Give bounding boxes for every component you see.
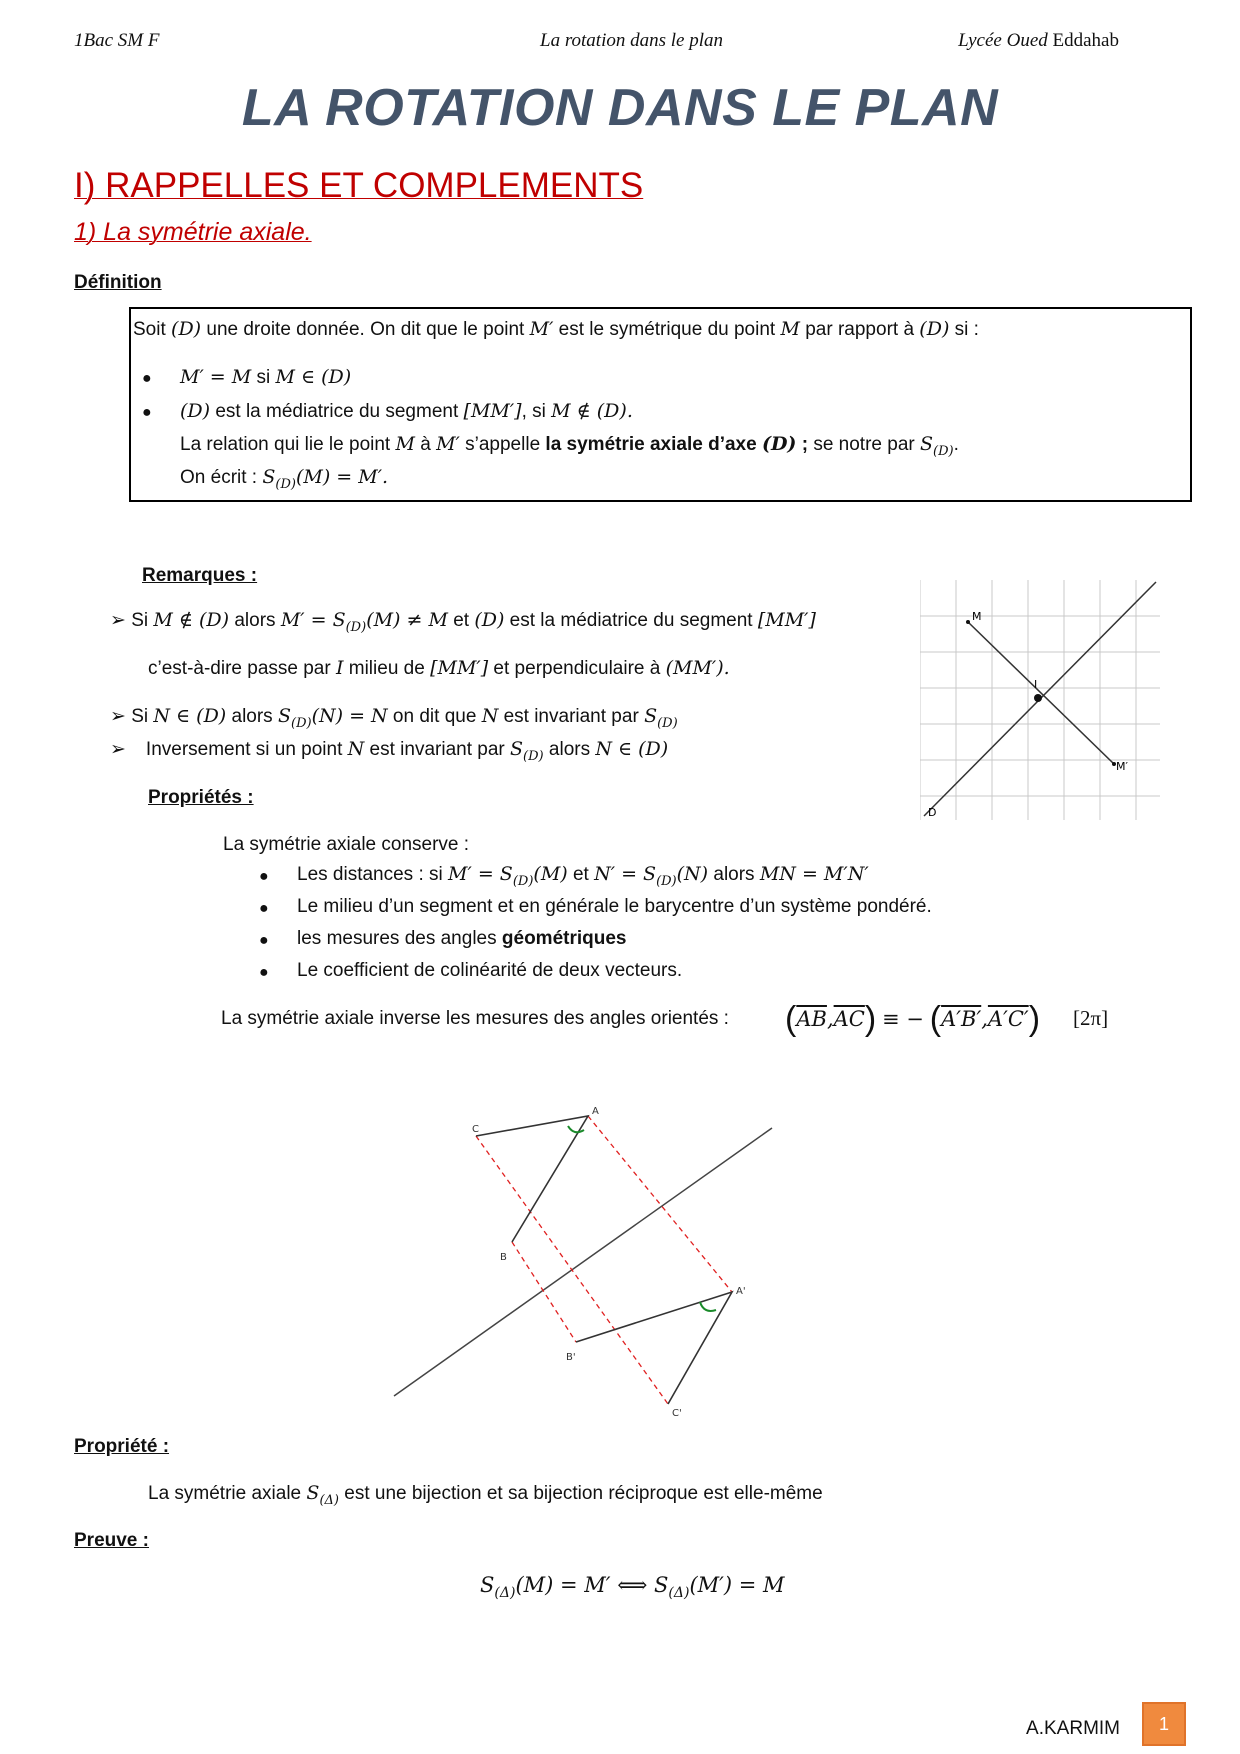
definition-relation: La relation qui lie le point M à M′ s’appelle la symétrie axiale d’axe (D) ; se notre par $S_{(D)}$. <box>180 433 959 459</box>
propriete-text: La symétrie axiale $S_{(\Delta)}$ est une bijection et sa bijection réciproque est elle-même <box>148 1482 823 1508</box>
remarque-2: ➢ Si N ∈ (D) alors $S_{(D)}(N) = N$ on dit que N est invariant par $S_{(D)}$ <box>110 705 678 731</box>
triangle-reflection-figure <box>380 1090 790 1420</box>
triangle-abc-prime <box>576 1292 732 1404</box>
triangle-abc <box>476 1116 588 1242</box>
symmetry-figure <box>920 580 1160 820</box>
label-b: B <box>500 1252 507 1263</box>
arrow-bullet-icon: ➢ <box>110 706 132 727</box>
propriete-item-1: Les distances : si $M' = S_{(D)}(M)$ et $N' = S_{(D)}(N)$ alors MN = M′N′ <box>297 863 869 889</box>
definition-label: Définition <box>74 272 162 293</box>
bullet-icon: ● <box>142 404 152 421</box>
remarque-1: ➢ Si M ∉ (D) alors $M' = S_{(D)}(M) \ne M$ et (D) est la médiatrice du segment [MM′] <box>110 609 816 635</box>
section-heading: I) RAPPELLES ET COMPLEMENTS <box>74 166 644 205</box>
bullet-icon: ● <box>259 868 269 885</box>
label-m-prime: M′ <box>1116 760 1128 773</box>
header-left: 1Bac SM F <box>74 30 160 51</box>
angle-arrow-icon <box>700 1302 716 1311</box>
proprietes-label: Propriétés : <box>148 787 254 808</box>
oriented-angles-formula: $(\overline{AB},\overline{AC})$ ≡ − (A′B′,A′C′) <box>785 1000 1041 1038</box>
bullet-icon: ● <box>259 932 269 949</box>
author-name: A.KARMIM <box>1026 1718 1120 1739</box>
remarque-1-continued: c’est-à-dire passe par I milieu de [MM′] et perpendiculaire à (MM′). <box>148 657 730 679</box>
label-c: C <box>472 1124 479 1135</box>
midpoint-i <box>1034 694 1042 702</box>
preuve-label: Preuve : <box>74 1530 149 1551</box>
proprietes-intro: La symétrie axiale conserve : <box>223 834 470 855</box>
bullet-icon: ● <box>259 964 269 981</box>
page-number: 1 <box>1142 1702 1186 1746</box>
propriete-label: Propriété : <box>74 1436 170 1457</box>
bullet-icon: ● <box>259 900 269 917</box>
label-d: D <box>928 806 937 819</box>
bullet-icon: ● <box>142 370 152 387</box>
label-i: I <box>1034 678 1038 691</box>
segment-mm <box>968 622 1114 764</box>
label-a: A <box>592 1106 599 1117</box>
propriete-item-4: Le coefficient de colinéarité de deux vecteurs. <box>297 960 683 981</box>
header-right: Lycée Oued Eddahab <box>958 30 1119 51</box>
arrow-bullet-icon: ➢ <box>110 739 126 760</box>
modulo-2pi: [2π] <box>1073 1006 1109 1030</box>
definition-intro: Soit (D) une droite donnée. On dit que le point M′ est le symétrique du point M par rapport à (D) si : <box>133 318 979 340</box>
definition-ecrit: On écrit : $S_{(D)}(M) = M'$. <box>180 466 389 492</box>
preuve-equation: $S_{(\Delta)}(M) = M'$ ⟺ $S_{(\Delta)}(M') = M$ <box>480 1573 785 1602</box>
oriented-angles-text: La symétrie axiale inverse les mesures des angles orientés : <box>221 1008 729 1029</box>
page-title: LA ROTATION DANS LE PLAN <box>241 79 999 137</box>
arrow-bullet-icon: ➢ <box>110 610 132 631</box>
remarque-3: ➢ Inversement si un point N est invariant par $S_{(D)}$ alors N ∈ (D) <box>110 738 669 764</box>
definition-bullet-2: (D) est la médiatrice du segment [MM′], si M ∉ (D). <box>180 400 633 422</box>
propriete-item-2: Le milieu d’un segment et en générale le barycentre d’un système pondéré. <box>297 896 932 917</box>
label-m: M <box>972 610 982 623</box>
subsection-heading: 1) La symétrie axiale. <box>74 218 312 246</box>
propriete-item-3: les mesures des angles géométriques <box>297 928 627 949</box>
header-center: La rotation dans le plan <box>540 30 723 51</box>
axis-line <box>394 1128 772 1396</box>
label-a-prime: A' <box>736 1286 746 1297</box>
label-b-prime: B' <box>566 1352 576 1363</box>
label-c-prime: C' <box>672 1408 682 1419</box>
definition-bullet-1: M′ = M si M ∈ (D) <box>180 366 352 388</box>
remarques-label: Remarques : <box>142 565 258 586</box>
